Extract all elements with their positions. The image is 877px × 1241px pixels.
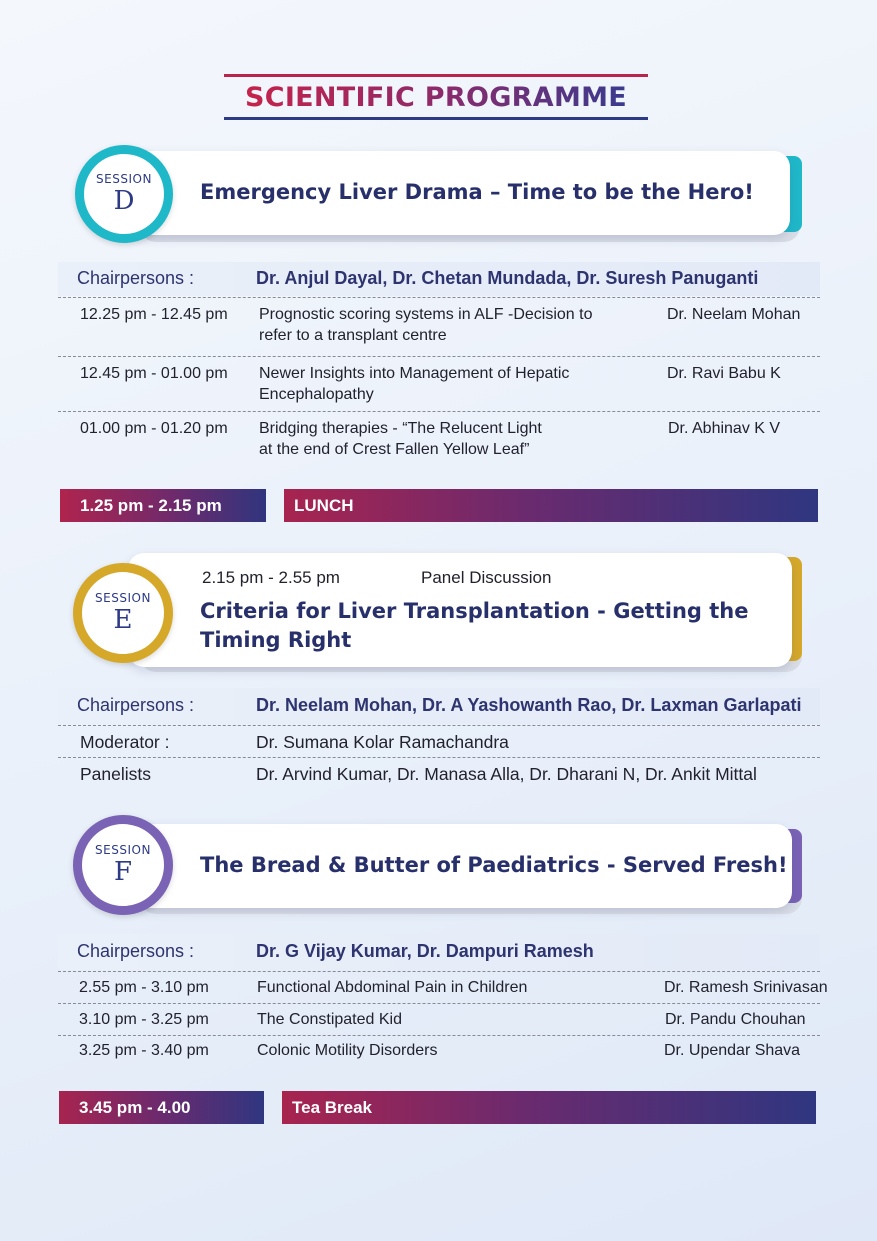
session-e-title-line-2: Timing Right [200, 628, 352, 652]
session-f-chair-label: Chairpersons : [77, 941, 195, 961]
session-e-time: 2.15 pm - 2.55 pm [202, 568, 340, 587]
session-d-row-3-topic-line-2: at the end of Crest Fallen Yellow Leaf” [259, 441, 530, 458]
session-d-row-2-topic-line-1: Newer Insights into Management of Hepatic [259, 365, 570, 382]
divider [58, 356, 820, 357]
session-f-chair-names: Dr. G Vijay Kumar, Dr. Dampuri Ramesh [256, 941, 594, 961]
session-f-row-2-speaker: Dr. Pandu Chouhan [665, 1011, 806, 1028]
session-d-row-1-speaker: Dr. Neelam Mohan [667, 306, 801, 323]
lunch-time-bar [60, 489, 266, 522]
session-f-row-3-topic: Colonic Motility Disorders [257, 1042, 438, 1059]
session-d-row-2-time: 12.45 pm - 01.00 pm [80, 365, 228, 382]
session-d-chair-names: Dr. Anjul Dayal, Dr. Chetan Mundada, Dr. Suresh Panuganti [256, 268, 759, 288]
session-f-row-1-speaker: Dr. Ramesh Srinivasan [664, 979, 828, 996]
page-title-frame [224, 74, 648, 120]
tea-time-bar [59, 1091, 264, 1124]
session-f-row-3-time: 3.25 pm - 3.40 pm [79, 1042, 209, 1059]
session-f-title: The Bread & Butter of Paediatrics - Served Fresh! [200, 853, 788, 877]
divider [58, 411, 820, 412]
tea-label-bar [282, 1091, 816, 1124]
session-f-row-1-time: 2.55 pm - 3.10 pm [79, 979, 209, 996]
session-f-badge [73, 815, 173, 915]
session-d-badge [75, 145, 173, 243]
session-d-letter: D [113, 186, 135, 216]
session-e-chair-label: Chairpersons : [77, 695, 195, 715]
session-d-row-1-topic-line-1: Prognostic scoring systems in ALF -Decision to [259, 306, 593, 323]
session-d-chair-label: Chairpersons : [77, 268, 195, 288]
session-f-word: SESSION [95, 843, 151, 857]
divider [58, 1003, 820, 1004]
session-d-row-2-speaker: Dr. Ravi Babu K [667, 365, 781, 382]
session-f-row-2-topic: The Constipated Kid [257, 1011, 402, 1028]
session-e-moderator-label: Moderator : [80, 732, 170, 752]
divider [58, 1035, 820, 1036]
session-d-row-3-speaker: Dr. Abhinav K V [668, 420, 781, 437]
session-e-moderator: Dr. Sumana Kolar Ramachandra [256, 732, 509, 752]
session-d-row-1-topic-line-2: refer to a transplant centre [259, 327, 447, 344]
tea-label: Tea Break [292, 1097, 373, 1117]
divider [58, 725, 820, 726]
lunch-time: 1.25 pm - 2.15 pm [80, 495, 222, 515]
session-e-format: Panel Discussion [421, 568, 552, 587]
session-d-row-2-topic-line-2: Encephalopathy [259, 386, 374, 403]
session-e-chair-names: Dr. Neelam Mohan, Dr. A Yashowanth Rao, Dr. Laxman Garlapati [256, 695, 802, 715]
page-title: SCIENTIFIC PROGRAMME [244, 81, 628, 113]
session-e-panelists: Dr. Arvind Kumar, Dr. Manasa Alla, Dr. Dharani N, Dr. Ankit Mittal [256, 764, 757, 784]
session-e-badge [73, 563, 173, 663]
session-d-row-1-time: 12.25 pm - 12.45 pm [80, 306, 228, 323]
session-e-panelists-label: Panelists [80, 764, 152, 784]
session-f-row-2-time: 3.10 pm - 3.25 pm [79, 1011, 209, 1028]
tea-time: 3.45 pm - 4.00 [79, 1097, 191, 1117]
session-d-row-3-topic-line-1: Bridging therapies - “The Relucent Light [259, 420, 542, 437]
lunch-label-bar [284, 489, 818, 522]
session-f-row-1-topic: Functional Abdominal Pain in Children [257, 979, 528, 996]
divider [58, 971, 820, 972]
session-f-letter: F [113, 857, 133, 887]
session-d-row-3-time: 01.00 pm - 01.20 pm [80, 420, 228, 437]
session-e-title-line-1: Criteria for Liver Transplantation - Getting the [200, 599, 749, 623]
session-f-row-3-speaker: Dr. Upendar Shava [664, 1042, 801, 1059]
session-d-title: Emergency Liver Drama – Time to be the Hero! [200, 180, 754, 204]
session-d-word: SESSION [96, 172, 152, 186]
session-e-letter: E [113, 605, 133, 635]
divider [58, 297, 820, 298]
divider [58, 757, 820, 758]
session-e-word: SESSION [95, 591, 151, 605]
lunch-label: LUNCH [294, 495, 354, 515]
